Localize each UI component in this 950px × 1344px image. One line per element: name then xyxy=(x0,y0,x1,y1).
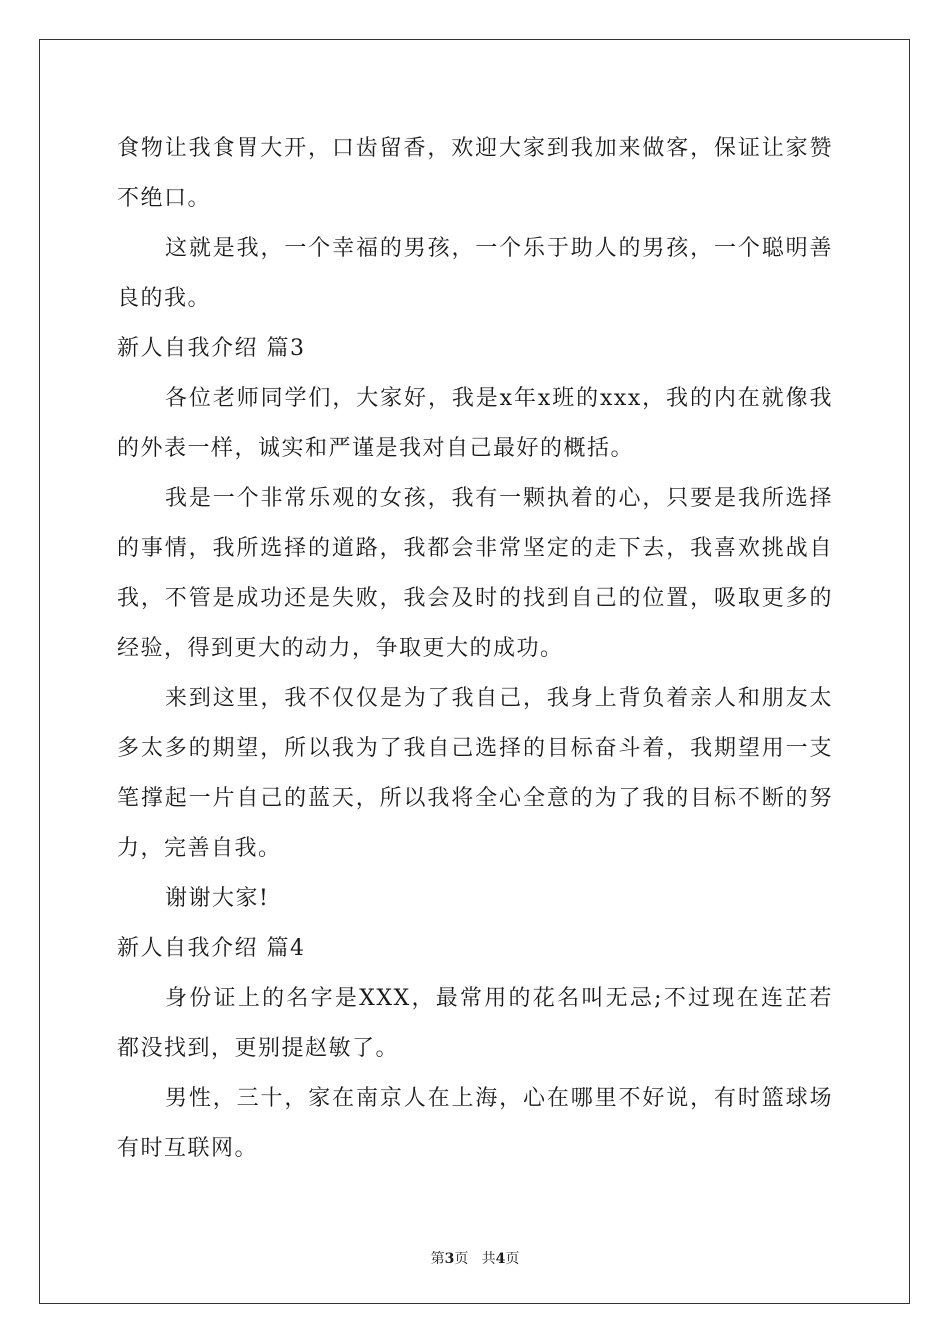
section-heading: 新人自我介绍 篇4 xyxy=(117,936,306,961)
paragraph: 来到这里，我不仅仅是为了我自己，我身上背负着亲人和朋友太多太多的期望，所以我为了我自己选择的目标奋斗着，我期望用一支笔撑起一片自己的蓝天，所以我将全心全意的为了我的目标不断的努力，完善自我。 xyxy=(117,686,833,861)
paragraph-continuation: 食物让我食胃大开，口齿留香，欢迎大家到我加来做客，保证让家赞不绝口。 xyxy=(117,136,833,211)
total-pages: 4 xyxy=(495,1251,506,1267)
section-heading: 新人自我介绍 篇3 xyxy=(117,336,306,361)
paragraph: 我是一个非常乐观的女孩，我有一颗执着的心，只要是我所选择的事情，我所选择的道路，我都会非常坚定的走下去，我喜欢挑战自我，不管是成功还是失败，我会及时的找到自己的位置，吸取更多的经验，得到更大的动力，争取更大的成功。 xyxy=(117,486,833,661)
document-body xyxy=(117,124,833,1174)
paragraph: 这就是我，一个幸福的男孩，一个乐于助人的男孩，一个聪明善良的我。 xyxy=(117,236,833,311)
paragraph: 身份证上的名字是XXX，最常用的花名叫无忌;不过现在连芷若都没找到，更别提赵敏了。 xyxy=(117,986,833,1061)
page-footer xyxy=(0,1248,950,1268)
paragraph: 各位老师同学们，大家好，我是x年x班的xxx，我的内在就像我的外表一样，诚实和严谨是我对自己最好的概括。 xyxy=(117,386,833,461)
total-prefix: 共 xyxy=(481,1251,496,1267)
total-suffix: 页 xyxy=(505,1251,520,1267)
paragraph: 男性，三十，家在南京人在上海，心在哪里不好说，有时篮球场有时互联网。 xyxy=(117,1086,833,1161)
page-suffix: 页 xyxy=(454,1251,469,1267)
page-prefix: 第 xyxy=(430,1251,445,1267)
paragraph: 谢谢大家! xyxy=(165,886,270,911)
page-number: 3 xyxy=(444,1251,455,1267)
